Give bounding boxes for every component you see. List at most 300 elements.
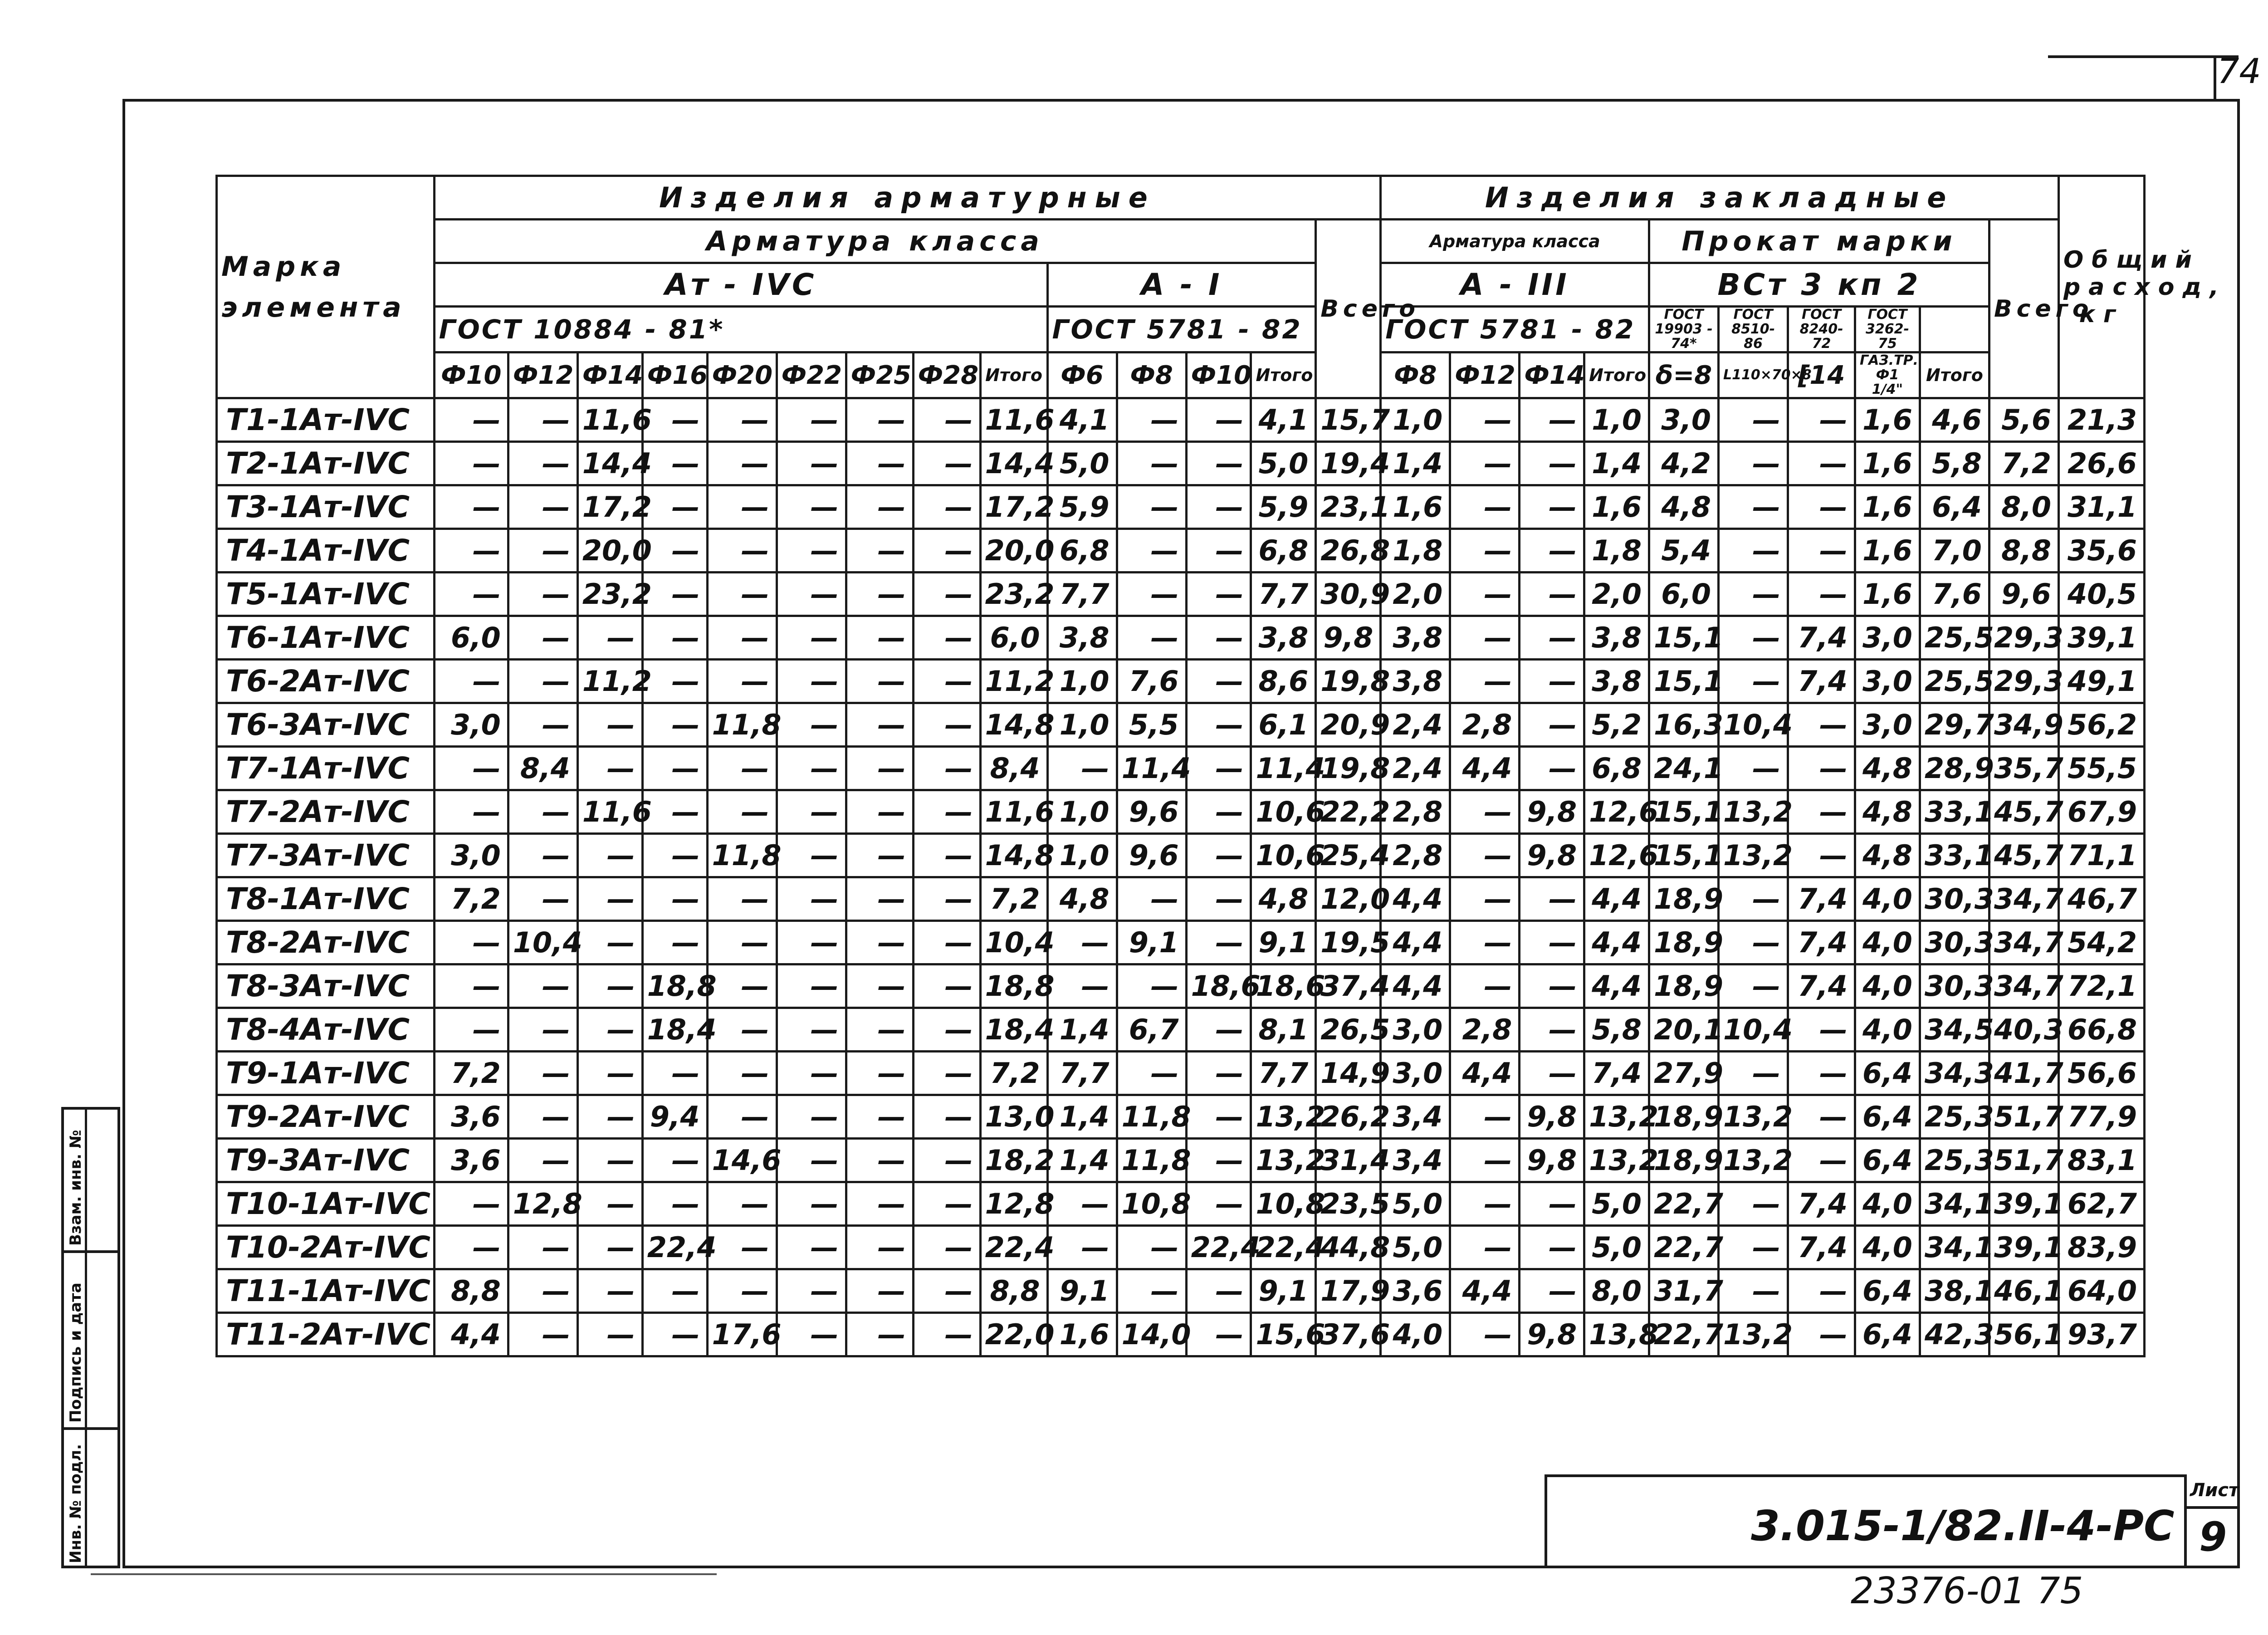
row-value-cell: 45,7 — [1989, 790, 2058, 834]
row-value-cell: 3,8 — [1381, 616, 1450, 660]
row-value-cell: — — [777, 790, 846, 834]
row-mark-cell: Т9-1Ат-IVС — [217, 1052, 435, 1095]
row-value-cell: — — [1186, 1313, 1251, 1356]
row-value-cell: — — [1186, 1269, 1251, 1313]
row-value-cell: — — [1047, 747, 1117, 790]
row-value-cell: 15,1 — [1649, 616, 1719, 660]
row-value-cell: — — [508, 1095, 577, 1139]
row-mark-cell: Т7-2Ат-IVС — [217, 790, 435, 834]
table-row — [217, 442, 2145, 485]
row-value-cell: — — [1117, 573, 1186, 616]
row-value-cell: 7,2 — [980, 877, 1047, 921]
row-value-cell: 1,6 — [1855, 485, 1920, 529]
row-value-cell: 7,4 — [1788, 660, 1855, 703]
bottom-margin-rule — [91, 1573, 717, 1575]
row-value-cell: 11,8 — [707, 703, 777, 747]
row-value-cell: — — [642, 1139, 707, 1182]
embedded-total-header: Всего — [1989, 220, 2058, 398]
row-value-cell: 7,4 — [1788, 964, 1855, 1008]
row-value-cell: 3,6 — [434, 1095, 508, 1139]
row-value-cell: — — [577, 616, 642, 660]
row-value-cell: 83,1 — [2059, 1139, 2145, 1182]
row-value-cell: 3,6 — [434, 1139, 508, 1182]
row-value-cell: — — [913, 1182, 980, 1226]
row-value-cell: 6,4 — [1855, 1269, 1920, 1313]
sub-header: Ф16 — [642, 352, 707, 398]
row-value-cell: — — [1719, 616, 1788, 660]
row-value-cell: 2,0 — [1584, 573, 1649, 616]
table-row — [217, 964, 2145, 1008]
row-value-cell: — — [777, 573, 846, 616]
row-value-cell: — — [846, 573, 913, 616]
row-value-cell: — — [913, 1052, 980, 1095]
row-value-cell: — — [1719, 529, 1788, 573]
row-value-cell: — — [913, 1139, 980, 1182]
row-value-cell: 3,0 — [1855, 703, 1920, 747]
row-value-cell: — — [642, 921, 707, 964]
table-row — [217, 703, 2145, 747]
row-value-cell: 13,2 — [1584, 1095, 1649, 1139]
row-value-cell: — — [707, 1182, 777, 1226]
gost-at-ivc-header: ГОСТ 10884 - 81* — [434, 307, 1047, 352]
row-value-cell: 15,6 — [1251, 1313, 1316, 1356]
row-value-cell: 7,7 — [1047, 573, 1117, 616]
row-value-cell: 19,4 — [1316, 442, 1381, 485]
gost-a-i-header: ГОСТ 5781 - 82 — [1047, 307, 1316, 352]
row-value-cell: 14,9 — [1316, 1052, 1381, 1095]
sub-header: Ф8 — [1381, 352, 1450, 398]
row-mark-cell: Т9-3Ат-IVС — [217, 1139, 435, 1182]
row-value-cell: — — [1186, 1095, 1251, 1139]
row-value-cell: 77,9 — [2059, 1095, 2145, 1139]
row-value-cell: 6,8 — [1047, 529, 1117, 573]
row-value-cell: — — [1719, 660, 1788, 703]
row-value-cell: — — [1520, 616, 1584, 660]
row-value-cell: 4,0 — [1855, 964, 1920, 1008]
rolled-gost-4-header: ГОСТ 3262-75 — [1855, 307, 1920, 352]
row-value-cell: — — [1117, 1226, 1186, 1269]
row-value-cell: 3,8 — [1381, 660, 1450, 703]
overall-header-line-2: расход, — [2063, 273, 2227, 301]
row-value-cell: — — [577, 964, 642, 1008]
row-value-cell: 37,6 — [1316, 1313, 1381, 1356]
row-value-cell: — — [1117, 398, 1186, 442]
row-value-cell: — — [707, 1052, 777, 1095]
row-mark-cell: Т6-1Ат-IVС — [217, 616, 435, 660]
row-value-cell: — — [846, 834, 913, 877]
row-value-cell: 23,1 — [1316, 485, 1381, 529]
material-consumption-table — [215, 175, 2227, 1352]
row-value-cell: — — [642, 485, 707, 529]
row-value-cell: 4,4 — [1450, 747, 1520, 790]
row-value-cell: — — [577, 703, 642, 747]
row-value-cell: — — [1520, 703, 1584, 747]
row-value-cell: 40,5 — [2059, 573, 2145, 616]
row-value-cell: — — [846, 1226, 913, 1269]
row-value-cell: 1,4 — [1047, 1095, 1117, 1139]
row-value-cell: 46,1 — [1989, 1269, 2058, 1313]
row-value-cell: 4,8 — [1855, 790, 1920, 834]
row-value-cell: — — [1520, 747, 1584, 790]
row-value-cell: — — [913, 485, 980, 529]
row-value-cell: 30,3 — [1920, 877, 1989, 921]
embedded-group-header: Изделия закладные — [1381, 176, 2059, 220]
row-value-cell: 18,4 — [980, 1008, 1047, 1052]
row-value-cell: 14,8 — [980, 703, 1047, 747]
row-value-cell: 7,2 — [434, 1052, 508, 1095]
row-value-cell: — — [577, 1313, 642, 1356]
row-value-cell: 39,1 — [1989, 1182, 2058, 1226]
row-value-cell: — — [1186, 660, 1251, 703]
row-value-cell: 6,8 — [1251, 529, 1316, 573]
row-value-cell: — — [642, 442, 707, 485]
row-value-cell: — — [577, 1226, 642, 1269]
row-value-cell: — — [642, 790, 707, 834]
mark-column-header — [217, 176, 435, 398]
row-value-cell: — — [777, 703, 846, 747]
row-value-cell: 18,9 — [1649, 921, 1719, 964]
row-value-cell: 3,0 — [434, 834, 508, 877]
stamp-replacement-label: Взам. инв. № — [67, 1130, 85, 1246]
row-value-cell: — — [642, 877, 707, 921]
row-value-cell: 49,1 — [2059, 660, 2145, 703]
rebar-class-header: Арматура класса — [434, 220, 1316, 263]
row-value-cell: 22,4 — [642, 1226, 707, 1269]
row-value-cell: 62,7 — [2059, 1182, 2145, 1226]
row-value-cell: 1,6 — [1584, 485, 1649, 529]
table-row — [217, 834, 2145, 877]
row-value-cell: 10,4 — [980, 921, 1047, 964]
row-value-cell: 1,0 — [1047, 834, 1117, 877]
row-mark-cell: Т1-1Ат-IVС — [217, 398, 435, 442]
row-value-cell: 39,1 — [1989, 1226, 2058, 1269]
row-value-cell: — — [1788, 747, 1855, 790]
row-value-cell: 7,2 — [434, 877, 508, 921]
row-value-cell: 22,7 — [1649, 1226, 1719, 1269]
row-value-cell: 12,0 — [1316, 877, 1381, 921]
row-value-cell: 5,9 — [1251, 485, 1316, 529]
row-value-cell: 2,8 — [1450, 703, 1520, 747]
row-value-cell: — — [434, 660, 508, 703]
row-value-cell: — — [1719, 485, 1788, 529]
row-value-cell: — — [913, 573, 980, 616]
row-value-cell: — — [508, 1269, 577, 1313]
row-value-cell: 7,4 — [1788, 1182, 1855, 1226]
row-value-cell: 4,2 — [1649, 442, 1719, 485]
row-value-cell: 6,4 — [1855, 1139, 1920, 1182]
row-value-cell: 5,8 — [1920, 442, 1989, 485]
row-value-cell: 5,0 — [1584, 1182, 1649, 1226]
sub-header: Ф28 — [913, 352, 980, 398]
table-row — [217, 921, 2145, 964]
row-value-cell: 13,0 — [980, 1095, 1047, 1139]
row-value-cell: — — [707, 921, 777, 964]
row-value-cell: 5,6 — [1989, 398, 2058, 442]
row-value-cell: — — [1450, 485, 1520, 529]
row-value-cell: 1,6 — [1855, 573, 1920, 616]
row-value-cell: — — [1719, 964, 1788, 1008]
row-value-cell: 25,3 — [1920, 1139, 1989, 1182]
row-value-cell: 83,9 — [2059, 1226, 2145, 1269]
row-value-cell: 11,8 — [1117, 1095, 1186, 1139]
row-value-cell: 14,6 — [707, 1139, 777, 1182]
row-value-cell: — — [1186, 398, 1251, 442]
row-value-cell: — — [434, 1226, 508, 1269]
row-value-cell: — — [913, 1095, 980, 1139]
row-value-cell: — — [1450, 1139, 1520, 1182]
row-value-cell: 56,2 — [2059, 703, 2145, 747]
row-value-cell: — — [1186, 790, 1251, 834]
row-value-cell: — — [1520, 660, 1584, 703]
row-value-cell: — — [1117, 485, 1186, 529]
row-value-cell: 22,7 — [1649, 1182, 1719, 1226]
row-value-cell: — — [642, 616, 707, 660]
row-value-cell: — — [777, 1095, 846, 1139]
row-value-cell: — — [434, 747, 508, 790]
row-value-cell: — — [913, 747, 980, 790]
row-value-cell: — — [1117, 964, 1186, 1008]
row-value-cell: — — [642, 1269, 707, 1313]
row-value-cell: 34,3 — [1920, 1052, 1989, 1095]
row-value-cell: 4,0 — [1855, 1226, 1920, 1269]
row-value-cell: — — [508, 790, 577, 834]
row-value-cell: 1,0 — [1047, 790, 1117, 834]
sub-header: Ф6 — [1047, 352, 1117, 398]
row-value-cell: 9,6 — [1117, 834, 1186, 877]
row-value-cell: 4,4 — [1584, 964, 1649, 1008]
row-value-cell: — — [1186, 573, 1251, 616]
row-value-cell: — — [1186, 1182, 1251, 1226]
row-value-cell: — — [1047, 921, 1117, 964]
row-value-cell: 31,1 — [2059, 485, 2145, 529]
row-value-cell: — — [642, 573, 707, 616]
row-value-cell: — — [777, 1182, 846, 1226]
row-value-cell: 6,0 — [980, 616, 1047, 660]
sub-header: L110×70×8 — [1719, 352, 1788, 398]
row-value-cell: 30,3 — [1920, 921, 1989, 964]
row-value-cell: — — [577, 1182, 642, 1226]
sub-header: [14 — [1788, 352, 1855, 398]
row-value-cell: 1,4 — [1047, 1139, 1117, 1182]
row-value-cell: 14,4 — [980, 442, 1047, 485]
row-value-cell: 34,7 — [1989, 921, 2058, 964]
row-value-cell: — — [913, 1226, 980, 1269]
row-value-cell: 3,0 — [1855, 616, 1920, 660]
row-value-cell: 4,4 — [1381, 877, 1450, 921]
table-body — [217, 398, 2145, 1356]
row-value-cell: 3,8 — [1251, 616, 1316, 660]
row-value-cell: 4,0 — [1855, 1008, 1920, 1052]
row-value-cell: 4,4 — [1381, 964, 1450, 1008]
row-value-cell: — — [846, 1008, 913, 1052]
row-value-cell: — — [777, 877, 846, 921]
row-value-cell: — — [707, 1095, 777, 1139]
row-value-cell: 4,8 — [1649, 485, 1719, 529]
row-value-cell: 34,1 — [1920, 1226, 1989, 1269]
row-value-cell: — — [577, 1008, 642, 1052]
embedded-rebar-class-header: Арматура класса — [1381, 220, 1649, 263]
table-row — [217, 1095, 2145, 1139]
row-value-cell: — — [707, 573, 777, 616]
sheet-number: 9 — [2199, 1513, 2227, 1560]
row-value-cell: — — [1788, 790, 1855, 834]
row-value-cell: 14,4 — [577, 442, 642, 485]
row-value-cell: — — [642, 834, 707, 877]
row-value-cell: 29,3 — [1989, 616, 2058, 660]
row-value-cell: 4,0 — [1855, 921, 1920, 964]
row-value-cell: — — [508, 1052, 577, 1095]
row-value-cell: — — [1788, 529, 1855, 573]
table-row — [217, 660, 2145, 703]
row-value-cell: — — [913, 1008, 980, 1052]
row-value-cell: 3,4 — [1381, 1139, 1450, 1182]
row-value-cell: — — [1117, 529, 1186, 573]
row-value-cell: — — [1788, 1052, 1855, 1095]
row-value-cell: 66,8 — [2059, 1008, 2145, 1052]
row-value-cell: — — [577, 1052, 642, 1095]
row-value-cell: 1,8 — [1381, 529, 1450, 573]
row-value-cell: 8,0 — [1584, 1269, 1649, 1313]
row-value-cell: — — [508, 877, 577, 921]
row-value-cell: — — [434, 398, 508, 442]
row-value-cell: 9,8 — [1316, 616, 1381, 660]
row-value-cell: 20,9 — [1316, 703, 1381, 747]
row-value-cell: — — [707, 660, 777, 703]
row-value-cell: — — [434, 921, 508, 964]
row-value-cell: 7,6 — [1920, 573, 1989, 616]
row-value-cell: 8,0 — [1989, 485, 2058, 529]
row-value-cell: — — [913, 1269, 980, 1313]
row-value-cell: 3,6 — [1381, 1269, 1450, 1313]
row-value-cell: 25,3 — [1920, 1095, 1989, 1139]
row-value-cell: — — [707, 529, 777, 573]
row-value-cell: — — [1520, 921, 1584, 964]
row-value-cell: 5,5 — [1117, 703, 1186, 747]
row-value-cell: — — [434, 1008, 508, 1052]
row-value-cell: 7,4 — [1788, 921, 1855, 964]
row-value-cell: 9,1 — [1117, 921, 1186, 964]
row-value-cell: 12,8 — [508, 1182, 577, 1226]
row-value-cell: — — [777, 529, 846, 573]
row-value-cell: — — [1450, 1226, 1520, 1269]
row-mark-cell: Т9-2Ат-IVС — [217, 1095, 435, 1139]
row-value-cell: 4,8 — [1047, 877, 1117, 921]
table-row — [217, 1008, 2145, 1052]
row-value-cell: 26,5 — [1316, 1008, 1381, 1052]
row-value-cell: 4,4 — [434, 1313, 508, 1356]
row-value-cell: — — [1047, 964, 1117, 1008]
row-value-cell: — — [777, 442, 846, 485]
row-value-cell: 26,6 — [2059, 442, 2145, 485]
row-value-cell: — — [707, 964, 777, 1008]
row-value-cell: 9,6 — [1117, 790, 1186, 834]
sub-header: Итого — [1920, 352, 1989, 398]
row-mark-cell: Т7-3Ат-IVС — [217, 834, 435, 877]
row-value-cell: 4,4 — [1450, 1052, 1520, 1095]
row-value-cell: 33,1 — [1920, 834, 1989, 877]
row-value-cell: 10,4 — [1719, 1008, 1788, 1052]
row-value-cell: 10,4 — [1719, 703, 1788, 747]
row-value-cell: — — [508, 1313, 577, 1356]
sub-header: Итого — [1584, 352, 1649, 398]
row-value-cell: — — [1450, 529, 1520, 573]
row-value-cell: — — [1719, 1052, 1788, 1095]
table-row — [217, 485, 2145, 529]
row-value-cell: 5,0 — [1381, 1226, 1450, 1269]
row-value-cell: — — [913, 703, 980, 747]
row-value-cell: 23,5 — [1316, 1182, 1381, 1226]
row-value-cell: 10,8 — [1251, 1182, 1316, 1226]
row-value-cell: — — [846, 398, 913, 442]
row-value-cell: 18,6 — [1186, 964, 1251, 1008]
sheet-label: Лист — [2190, 1480, 2239, 1501]
row-value-cell: — — [846, 1139, 913, 1182]
table-row — [217, 573, 2145, 616]
row-value-cell: — — [846, 703, 913, 747]
row-value-cell: — — [1117, 1269, 1186, 1313]
row-value-cell: — — [777, 1052, 846, 1095]
row-value-cell: — — [777, 747, 846, 790]
row-value-cell: — — [777, 616, 846, 660]
row-value-cell: 11,8 — [707, 834, 777, 877]
row-value-cell: — — [1520, 1052, 1584, 1095]
row-value-cell: — — [508, 660, 577, 703]
row-value-cell: 1,4 — [1584, 442, 1649, 485]
rolled-steel-header: Прокат марки — [1649, 220, 1989, 263]
row-value-cell: — — [777, 834, 846, 877]
row-value-cell: — — [846, 660, 913, 703]
row-value-cell: 1,6 — [1855, 442, 1920, 485]
row-value-cell: — — [777, 921, 846, 964]
row-value-cell: 8,8 — [434, 1269, 508, 1313]
row-value-cell: 13,2 — [1719, 1313, 1788, 1356]
row-value-cell: 25,5 — [1920, 660, 1989, 703]
row-value-cell: — — [1719, 442, 1788, 485]
row-value-cell: 16,3 — [1649, 703, 1719, 747]
sub-header: Ф10 — [434, 352, 508, 398]
row-value-cell: 93,7 — [2059, 1313, 2145, 1356]
row-value-cell: 6,0 — [434, 616, 508, 660]
row-value-cell: 6,0 — [1649, 573, 1719, 616]
row-value-cell: 4,4 — [1584, 921, 1649, 964]
row-value-cell: — — [434, 485, 508, 529]
row-value-cell: 23,2 — [577, 573, 642, 616]
row-value-cell: 22,4 — [980, 1226, 1047, 1269]
row-value-cell: — — [913, 442, 980, 485]
row-value-cell: — — [1788, 834, 1855, 877]
row-value-cell: — — [577, 1139, 642, 1182]
row-value-cell: 14,8 — [980, 834, 1047, 877]
row-value-cell: — — [1450, 660, 1520, 703]
row-value-cell: 55,5 — [2059, 747, 2145, 790]
table-row — [217, 1269, 2145, 1313]
row-value-cell: — — [1186, 747, 1251, 790]
row-value-cell: 4,1 — [1047, 398, 1117, 442]
row-value-cell: 13,2 — [1251, 1095, 1316, 1139]
approval-stamp-column — [61, 1107, 120, 1568]
row-value-cell: — — [642, 747, 707, 790]
row-value-cell: 7,2 — [980, 1052, 1047, 1095]
row-value-cell: — — [707, 1269, 777, 1313]
row-value-cell: 11,6 — [980, 790, 1047, 834]
row-value-cell: 4,0 — [1855, 1182, 1920, 1226]
row-value-cell: — — [1450, 790, 1520, 834]
sub-header: Ф14 — [1520, 352, 1584, 398]
row-value-cell: — — [577, 921, 642, 964]
row-value-cell: 46,7 — [2059, 877, 2145, 921]
row-value-cell: 27,9 — [1649, 1052, 1719, 1095]
row-value-cell: 4,4 — [1381, 921, 1450, 964]
